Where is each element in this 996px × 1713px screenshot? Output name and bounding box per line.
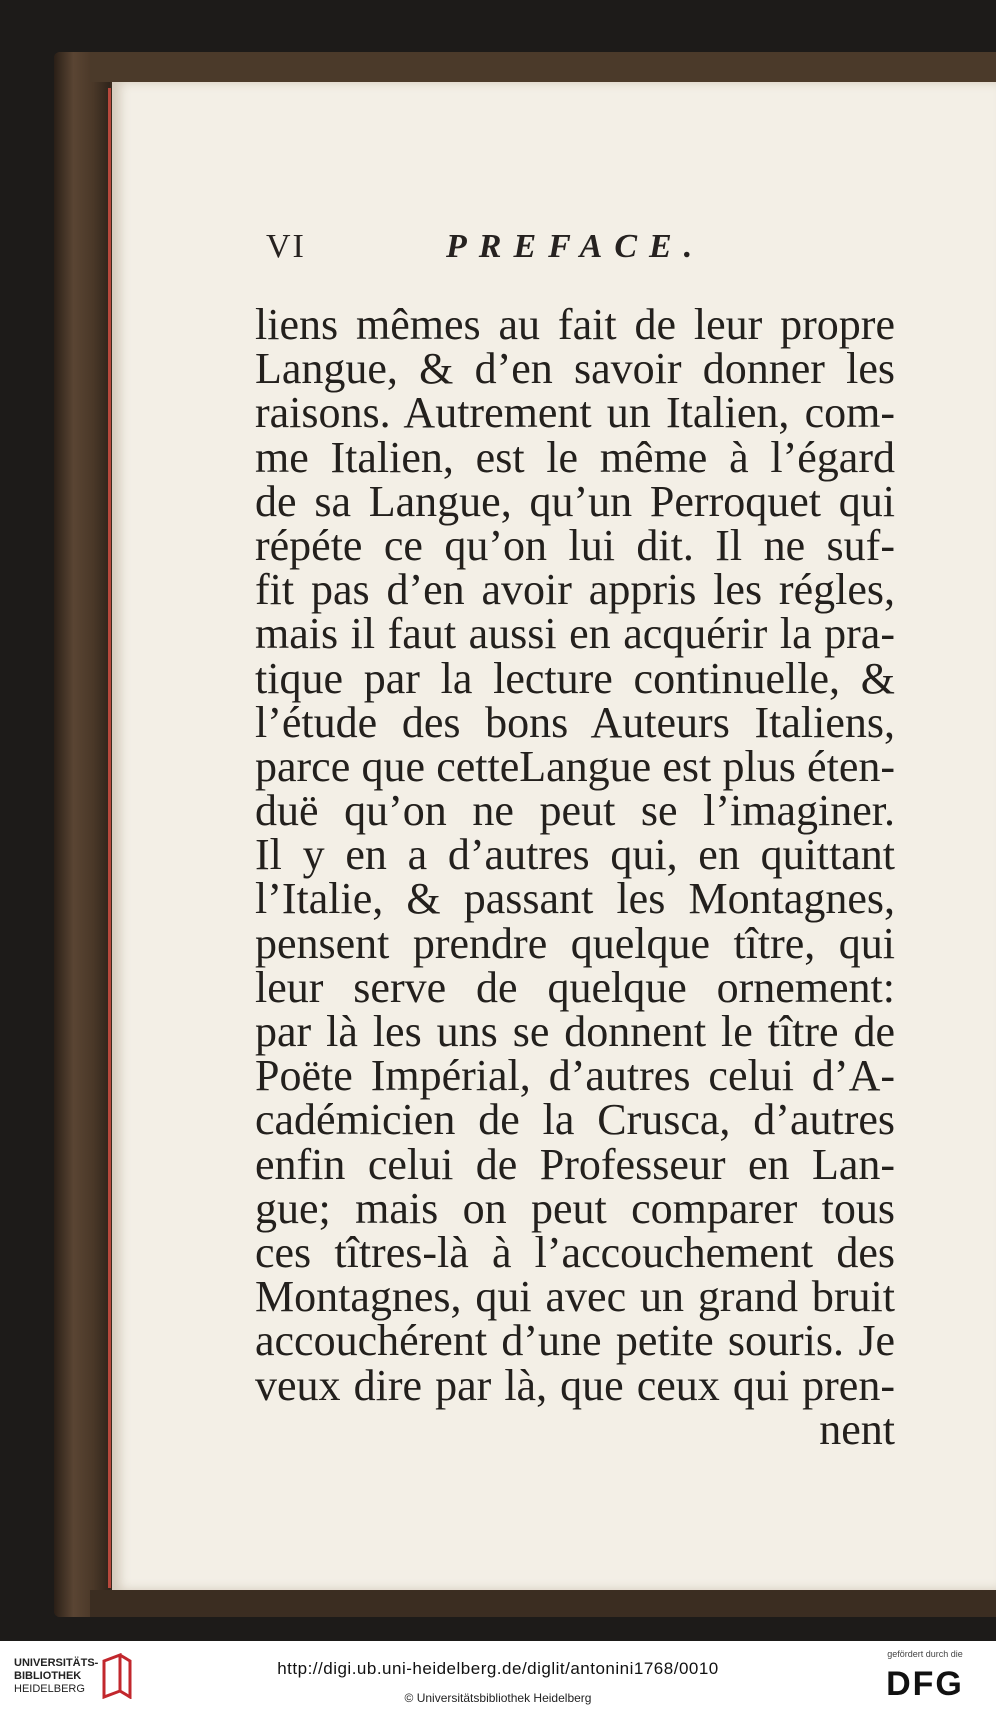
text-line: Poëte Impérial, d’autres celui d’A- xyxy=(255,1051,895,1101)
text-line: liens mêmes au fait de leur propre xyxy=(255,300,895,349)
text-line: pensent prendre quelque tître, qui xyxy=(255,918,895,968)
copyright-notice: © Universitätsbibliothek Heidelberg xyxy=(404,1691,592,1705)
text-line: enfin celui de Professeur en Lan- xyxy=(255,1139,895,1189)
page-header xyxy=(266,228,966,274)
text-line: raisons. Autrement un Italien, com- xyxy=(255,388,895,438)
page-number: VI xyxy=(266,228,306,265)
page-text xyxy=(255,300,895,1454)
text-line: ces tîtres-là à l’accouchement des xyxy=(255,1227,895,1277)
text-line: de sa Langue, qu’un Perroquet qui xyxy=(255,476,895,526)
text-line: me Italien, est le même à l’égard xyxy=(255,432,895,482)
text-line: cadémicien de la Crusca, d’autres xyxy=(255,1095,895,1145)
page-red-edge xyxy=(108,88,111,1588)
text-line: Langue, & d’en savoir donner les xyxy=(255,344,895,394)
page-url-link[interactable]: http://digi.ub.uni-heidelberg.de/diglit/antonini1768/0010 xyxy=(277,1659,719,1678)
text-line: veux dire par là, que ceux qui pren- xyxy=(255,1360,895,1410)
library-name-line3: HEIDELBERG xyxy=(14,1683,85,1695)
dfg-logo: DFG xyxy=(886,1665,964,1703)
text-line: répéte ce qu’on lui dit. Il ne suf- xyxy=(255,520,895,570)
text-line: mais il faut aussi en acquérir la pra- xyxy=(255,609,895,659)
text-line: parce que cetteLangue est plus éten- xyxy=(255,741,895,791)
library-name-line2: BIBLIOTHEK xyxy=(14,1670,82,1682)
text-line: Il y en a d’autres qui, en quittant xyxy=(255,830,895,880)
text-line: l’Italie, & passant les Montagnes, xyxy=(255,874,895,924)
running-title: PREFACE. xyxy=(446,228,705,265)
text-line: tique par la lecture continuelle, & xyxy=(255,653,895,703)
book-spine xyxy=(54,52,110,1617)
library-name-line1: UNIVERSITÄTS- xyxy=(14,1657,99,1669)
text-line: accouchérent d’une petite souris. Je xyxy=(255,1316,895,1366)
book-top-edge xyxy=(90,52,996,82)
funding-label: gefördert durch die xyxy=(887,1649,963,1659)
text-line: gue; mais on peut comparer tous xyxy=(255,1183,895,1233)
text-line: leur serve de quelque ornement: xyxy=(255,962,895,1012)
book-bottom-edge xyxy=(90,1590,996,1617)
text-line: fit pas d’en avoir appris les régles, xyxy=(255,565,895,615)
footer-bar xyxy=(0,1641,996,1713)
text-line: nent xyxy=(819,1404,895,1454)
text-line: l’étude des bons Auteurs Italiens, xyxy=(255,697,895,747)
text-line: par là les uns se donnent le tître de xyxy=(255,1007,895,1056)
text-line: duë qu’on ne peut se l’imaginer. xyxy=(255,786,895,836)
text-line: Montagnes, qui avec un grand bruit xyxy=(255,1272,895,1322)
